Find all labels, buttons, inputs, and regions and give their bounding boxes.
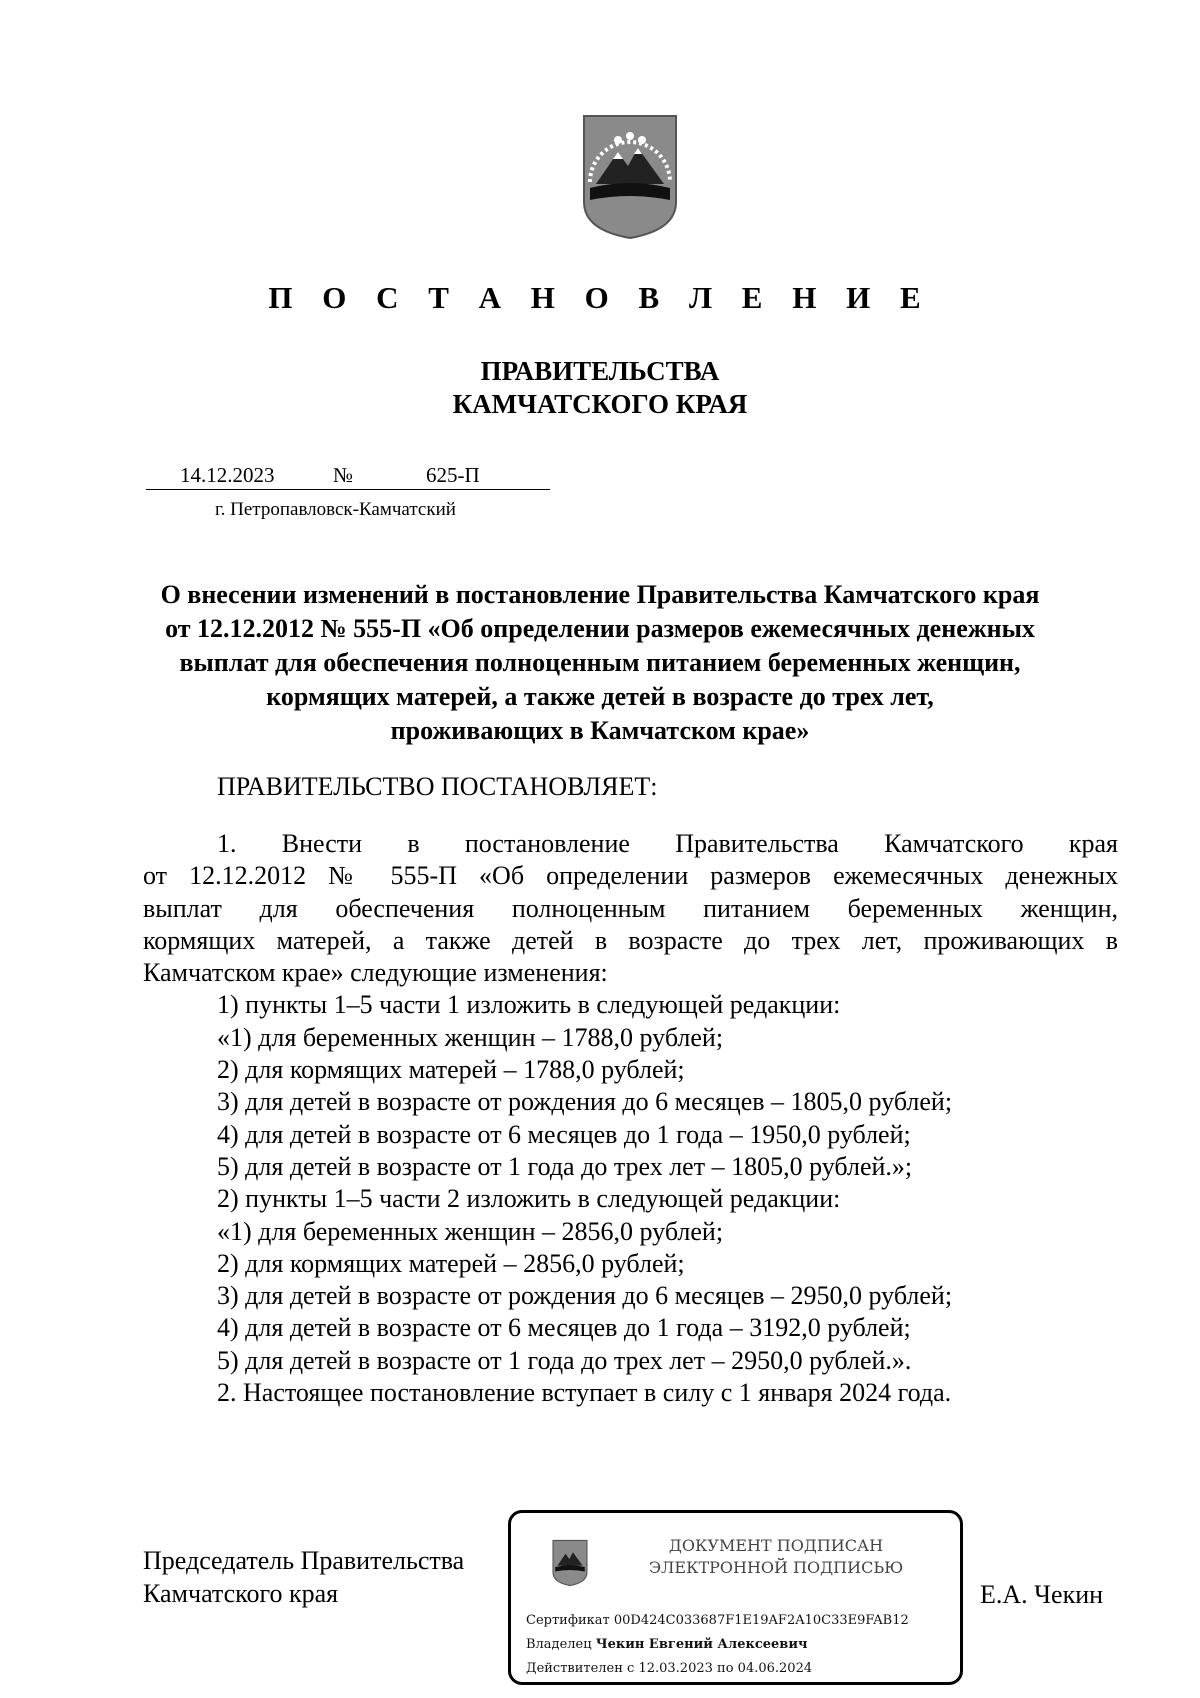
heading-line: проживающих в Камчатском крае» xyxy=(390,716,810,745)
city: г. Петропавловск-Камчатский xyxy=(215,499,456,520)
heading-line: кормящих матерей, а также детей в возрасте до трех лет, xyxy=(266,682,934,711)
stamp-title xyxy=(611,1535,941,1579)
list-item: 5) для детей в возрасте от 1 года до трех лет – 1805,0 рублей.»; xyxy=(217,1151,913,1181)
list-item: 3) для детей в возрасте от рождения до 6 месяцев – 1805,0 рублей; xyxy=(217,1087,953,1117)
heading-line: выплат для обеспечения полноценным питанием беременных женщин, xyxy=(179,648,1021,677)
list-item: «1) для беременных женщин – 1788,0 рублей; xyxy=(217,1022,724,1052)
list-item: 2. Настоящее постановление вступает в силу с 1 января 2024 года. xyxy=(217,1378,952,1408)
stamp-valid-from: 12.03.2023 xyxy=(638,1661,713,1676)
stamp-certificate: Сертификат 00D424C033687F1E19AF2A10C33E9FAB12 xyxy=(526,1613,909,1628)
issuer-name xyxy=(0,355,1200,421)
heading-line: от 12.12.2012 № 555-П «Об определении размеров ежемесячных денежных xyxy=(165,614,1035,643)
heading-line: О внесении изменений в постановление Правительства Камчатского края xyxy=(160,580,1040,609)
body-line: выплат для обеспечения полноценным питанием беременных женщин, xyxy=(143,893,1118,923)
stamp-title-line-1: ДОКУМЕНТ ПОДПИСАН xyxy=(668,1536,884,1555)
document-number: 625-П xyxy=(426,463,480,487)
list-item: 2) для кормящих матерей – 2856,0 рублей; xyxy=(217,1248,685,1278)
list-item: 5) для детей в возрасте от 1 года до трех лет – 2950,0 рублей.». xyxy=(217,1345,912,1375)
issuer-line-1: ПРАВИТЕЛЬСТВА xyxy=(480,356,720,386)
stamp-valid-label: Действителен с xyxy=(526,1661,635,1676)
stamp-valid-to-label: по xyxy=(717,1661,734,1676)
electronic-signature-stamp xyxy=(508,1510,963,1685)
document-heading xyxy=(100,578,1100,748)
body-line: 1. Внести в постановление Правительства Камчатского края xyxy=(217,829,1118,858)
body-line: от 12.12.2012 № 555-П «Об определении размеров ежемесячных денежных xyxy=(143,861,1118,891)
date-number-underline xyxy=(146,489,550,490)
document-date: 14.12.2023 xyxy=(180,463,275,487)
list-item: 1) пункты 1–5 части 1 изложить в следующей редакции: xyxy=(217,990,841,1020)
list-item: 4) для детей в возрасте от 6 месяцев до 1 года – 3192,0 рублей; xyxy=(217,1313,911,1343)
stamp-title-line-2: ЭЛЕКТРОННОЙ ПОДПИСЬЮ xyxy=(648,1558,904,1577)
body-line: кормящих матерей, а также детей в возрасте до трех лет, проживающих в xyxy=(143,925,1118,955)
stamp-owner: Чекин Евгений Алексеевич xyxy=(595,1637,808,1652)
issuer-line-2: КАМЧАТСКОГО КРАЯ xyxy=(452,389,748,419)
document-type-title: П О С Т А Н О В Л Е Н И Е xyxy=(268,280,932,315)
stamp-owner-row xyxy=(526,1637,808,1652)
kamchatka-emblem-icon xyxy=(580,112,680,242)
chair-title xyxy=(143,1544,464,1610)
stamp-valid-to: 04.06.2024 xyxy=(737,1661,813,1676)
list-item: 2) для кормящих матерей – 1788,0 рублей; xyxy=(217,1055,685,1085)
signer-name: Е.А. Чекин xyxy=(980,1580,1104,1609)
list-item: 2) пункты 1–5 части 2 изложить в следующей редакции: xyxy=(217,1184,841,1214)
list-item: «1) для беременных женщин – 2856,0 рублей; xyxy=(217,1216,724,1246)
resolves-phrase: ПРАВИТЕЛЬСТВО ПОСТАНОВЛЯЕТ: xyxy=(217,772,658,801)
number-label: № xyxy=(333,463,354,487)
stamp-validity-row xyxy=(526,1661,812,1676)
chair-line-1: Председатель Правительства xyxy=(143,1546,465,1575)
stamp-emblem-icon xyxy=(551,1539,589,1587)
stamp-owner-label: Владелец xyxy=(526,1637,592,1652)
list-item: 3) для детей в возрасте от рождения до 6 месяцев – 2950,0 рублей; xyxy=(217,1281,953,1311)
document-body xyxy=(143,828,1118,1409)
list-item: 4) для детей в возрасте от 6 месяцев до 1 года – 1950,0 рублей; xyxy=(217,1119,911,1149)
body-line: Камчатском крае» следующие изменения: xyxy=(143,958,608,988)
chair-line-2: Камчатского края xyxy=(143,1579,339,1608)
